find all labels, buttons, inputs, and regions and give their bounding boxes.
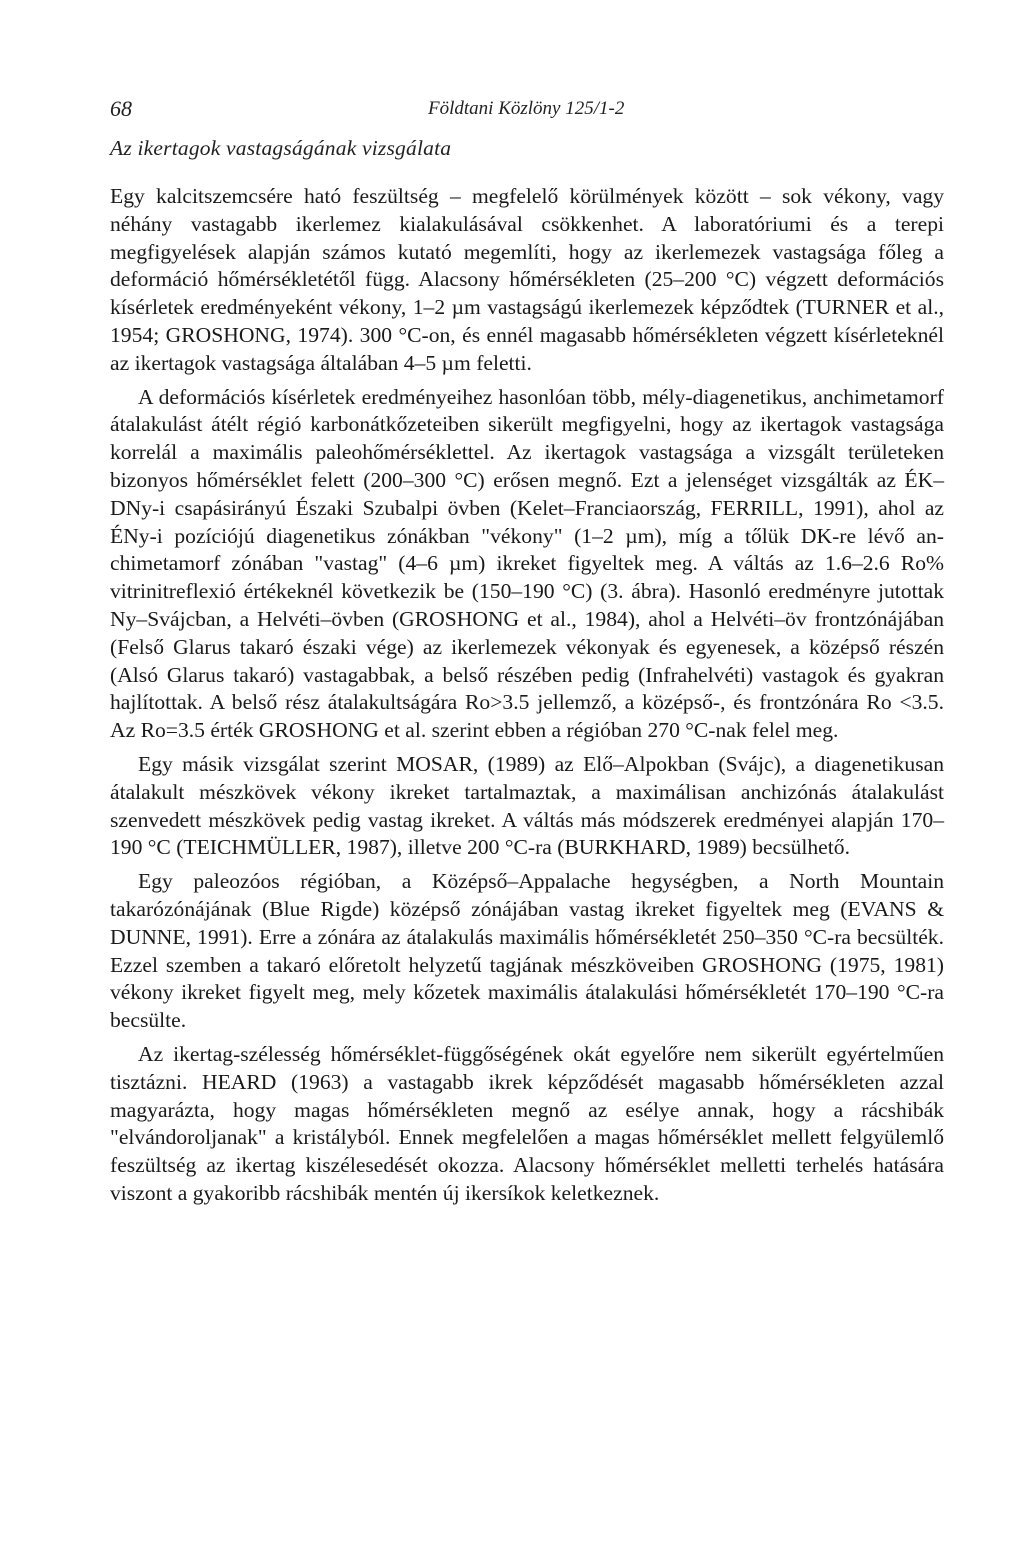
paragraph-3: Egy másik vizsgálat szerint MOSAR, (1989) az Elő–Alpokban (Svájc), a diagenetikusan átalakult mészkövek vékony ikreket tartalmaztak, a maximálisan anchizónás átalakulást szenvedett mészkövek pedig vastag ikreket. A váltás más módszerek eredményei alapján 170–190 °C (TEICHMÜLLER, 1987), illetve 200 °C-ra (BURKHARD, 1989) becsülhető. [110, 751, 944, 860]
paragraph-4: Egy paleozóos régióban, a Középső–Appalache hegységben, a North Mountain takarózónájának (Blue Rigde) középső zónájában vastag ikreket figyeltek meg (EVANS & DUNNE, 1991). Erre a zónára az átalakulás maximális hőmérsékletét 250–350 °C-ra becsülték. Ezzel szemben a takaró előretolt helyzetű tagjának mészköveiben GROSHONG (1975, 1981) vékony ikreket figyelt meg, mely kőzetek maximális átalakulási hőmérsékletét 170–190 °C-ra becsülte. [110, 869, 944, 1033]
running-head [110, 96, 944, 126]
page-number: 68 [110, 96, 132, 121]
journal-reference: Földtani Közlöny 125/1-2 [428, 98, 625, 119]
section-title: Az ikertagok vastagságának vizsgálata [110, 136, 452, 160]
paragraph-2: A deformációs kísérletek eredményeihez hasonlóan több, mély-diagenetikus, anchimetamorf átalakulást átélt régió karbonátkőzeteiben sikerült megfigyelni, hogy az ikertagok vastagsága korrelál a maximális paleohőmérséklettel. Az ikertagok vastagsága a vizsgált területeken bizonyos hőmérséklet felett (200–300 °C) erősen megnő. Ezt a jelenséget vizsgálták az ÉK–DNy-i csapásirányú Északi Szubalpi övben (Kelet–Franciaország, FERRILL, 1991), ahol az ÉNy-i pozíciójú diagenetikus zónákban "vékony" (1–2 µm), míg a tőlük DK-re lévő anchimetamorf zónában "vastag" (4–6 µm) ikreket figyeltek meg. A váltás az 1.6–2.6 Ro% vitrinitreflexió értékeknél következik be (150–190 °C) (3. ábra). Hasonló eredményre jutottak Ny–Svájcban, a Helvéti–övben (GROSHONG et al., 1984), ahol a Helvéti–öv frontzónájában (Felső Glarus takaró északi vége) az ikerlemezek vékonyak és egyenesek, a középső részén (Alsó Glarus takaró) vastagabbak, a belső részében pedig (Infrahelvéti) vastagok és gyakran hajlítottak. A belső rész átalakultságára Ro>3.5 jellemző, a középső-, és frontzónára Ro <3.5. Az Ro=3.5 érték GROSHONG et al. szerint ebben a régióban 270 °C-nak felel meg. [110, 384, 944, 743]
paragraph-5: Az ikertag-szélesség hőmérséklet-függőségének okát egyelőre nem sikerült egyértelműen tisztázni. HEARD (1963) a vastagabb ikrek képződését magasabb hőmérsékleten azzal magyarázta, hogy magas hőmérsékleten megnő az esélye annak, hogy a rácshibák "elvándoroljanak" a kristályból. Ennek megfelelően a magas hőmérséklet mellett felgyülemlő feszültség az ikertag kiszélesedését okozza. Alacsony hőmérséklet melletti terhelés hatására viszont a gyakoribb rácshibák mentén új ikersíkok keletkeznek. [110, 1041, 944, 1205]
journal-page [110, 96, 944, 1208]
paragraph-1: Egy kalcitszemcsére ható feszültség – megfelelő körülmények között – sok vékony, vagy néhány vastagabb ikerlemez kialakulásával csökkenhet. A laboratóriumi és a terepi megfigyelések alapján számos kutató megemlíti, hogy az ikerlemezek vastagsága főleg a deformáció hőmérsékletétől függ. Alacsony hőmérsékleten (25–200 °C) végzett deformációs kísérletek eredményeként vékony, 1–2 µm vastagságú ikerlemezek képződtek (TURNER et al., 1954; GROSHONG, 1974). 300 °C-on, és ennél magasabb hőmérsékleten végzett kísérleteknél az ikertagok vastagsága általában 4–5 µm feletti. [110, 184, 944, 375]
body-text [110, 183, 944, 1208]
